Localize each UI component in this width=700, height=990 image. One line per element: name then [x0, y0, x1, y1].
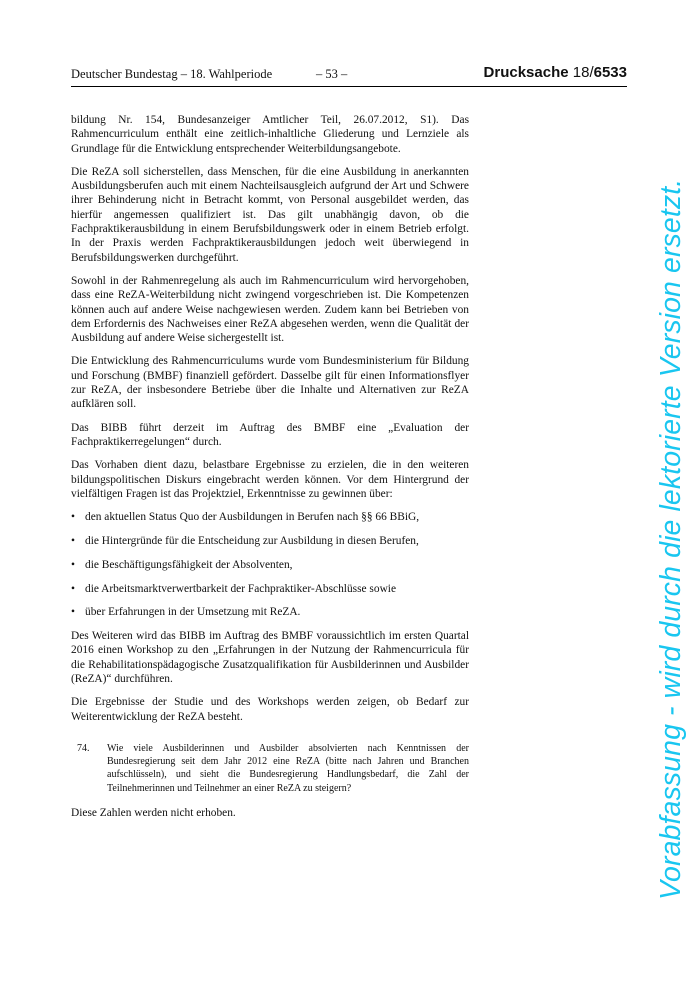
preliminary-version-stamp: Vorabfassung - wird durch die lektorierte Version ersetzt.	[655, 178, 687, 900]
bullet-list	[71, 510, 469, 619]
paragraph: Das Vorhaben dient dazu, belastbare Ergebnisse zu erzielen, die in den weiteren bildungspolitischen Diskurs eingebracht werden können. Vor dem Hintergrund der vielfältigen Fragen ist das Projektziel, Erkenntnisse zu gewinnen über:	[71, 459, 469, 500]
list-item: • den aktuellen Status Quo der Ausbildungen in Berufen nach §§ 66 BBiG,	[71, 510, 469, 524]
list-item: • die Arbeitsmarktverwertbarkeit der Fachpraktiker-Abschlüsse sowie	[71, 582, 469, 596]
question-text: Wie viele Ausbilderinnen und Ausbilder absolvierten nach Kenntnissen der Bundesregierung seit dem Jahr 2012 eine ReZA (bitte nach Jahren und Branchen aufschlüsseln), und sieht die Bundesregierung Handlungsbedarf, die Zahl der Teilnehmerinnen und Teilnehmer an einer ReZA zu steigern?	[107, 742, 469, 794]
page-content	[71, 113, 469, 829]
question-number: 74.	[77, 742, 90, 754]
page-number: – 53 –	[316, 67, 348, 81]
header-parliament: Deutscher Bundestag – 18. Wahlperiode	[71, 67, 273, 81]
paragraph: Die Ergebnisse der Studie und des Workshops werden zeigen, ob Bedarf zur Weiterentwicklung der ReZA besteht.	[71, 696, 469, 723]
answer-text: Diese Zahlen werden nicht erhoben.	[71, 806, 236, 819]
doc-num-prefix: 18/	[572, 64, 594, 81]
paragraph: Das BIBB führt derzeit im Auftrag des BMBF eine „Evaluation der Fachpraktikerregelungen“ durch.	[71, 421, 469, 448]
list-item: • über Erfahrungen in der Umsetzung mit ReZA.	[71, 605, 469, 619]
paragraph: Die Entwicklung des Rahmencurriculums wurde vom Bundesministerium für Bildung und Forschung (BMBF) finanziell gefördert. Dasselbe gilt für einen Informationsflyer zur ReZA, der insbesondere Betriebe über die Inhalte und Alternativen zur ReZA aufklären soll.	[71, 355, 469, 411]
paragraph: Des Weiteren wird das BIBB im Auftrag des BMBF voraussichtlich im ersten Quartal 2016 einen Workshop zu den „Erfahrungen in der Nutzung der Rahmencurricula für die Rehabilitationspädagogische Zusatzqualifikation für Ausbilderinnen und Ausbilder (ReZA)“ durchführen.	[71, 630, 469, 685]
paragraph: Die ReZA soll sicherstellen, dass Menschen, für die eine Ausbildung in anerkannten Ausbildungsberufen auch mit einem Nachteilsausgleich aufgrund der Art und Schwere ihrer Behinderung nicht in Betracht kommt, von Personal ausgebildet werden, das hierfür angemessen qualifiziert ist. Das gilt unabhängig davon, ob die Fachpraktikerausbildung in einem Berufsbildungswerk oder in einem Betrieb erfolgt. In der Praxis werden Fachpraktikerausbildungen jedoch weit überwiegend in Berufsbildungswerken durchgeführt.	[71, 165, 469, 264]
paragraph: Sowohl in der Rahmenregelung als auch im Rahmencurriculum wird hervorgehoben, dass eine ReZA-Weiterbildung nicht zwingend vorgeschrieben ist. Die Kompetenzen können auch auf andere Weise nachgewiesen werden. Zudem kann bei Betrieben von dem Erfordernis des Nachweises einer ReZA abgesehen werden, wenn die Qualität der Ausbildung auf andere Weise sichergestellt ist.	[71, 274, 469, 345]
doc-num: 6533	[593, 64, 627, 81]
document-number	[484, 64, 627, 81]
doc-label: Drucksache	[483, 64, 569, 81]
paragraph: bildung Nr. 154, Bundesanzeiger Amtlicher Teil, 26.07.2012, S1). Das Rahmencurriculum enthält eine zeitlich-inhaltliche Gliederung und Lernziele als Grundlage für die Entwicklung entsprechender Weiterbildungsangebote.	[71, 114, 469, 155]
list-item: • die Beschäftigungsfähigkeit der Absolventen,	[71, 558, 469, 572]
question-block	[71, 742, 469, 795]
list-item: • die Hintergründe für die Entscheidung zur Ausbildung in diesen Berufen,	[71, 534, 469, 548]
page-header	[71, 66, 627, 87]
